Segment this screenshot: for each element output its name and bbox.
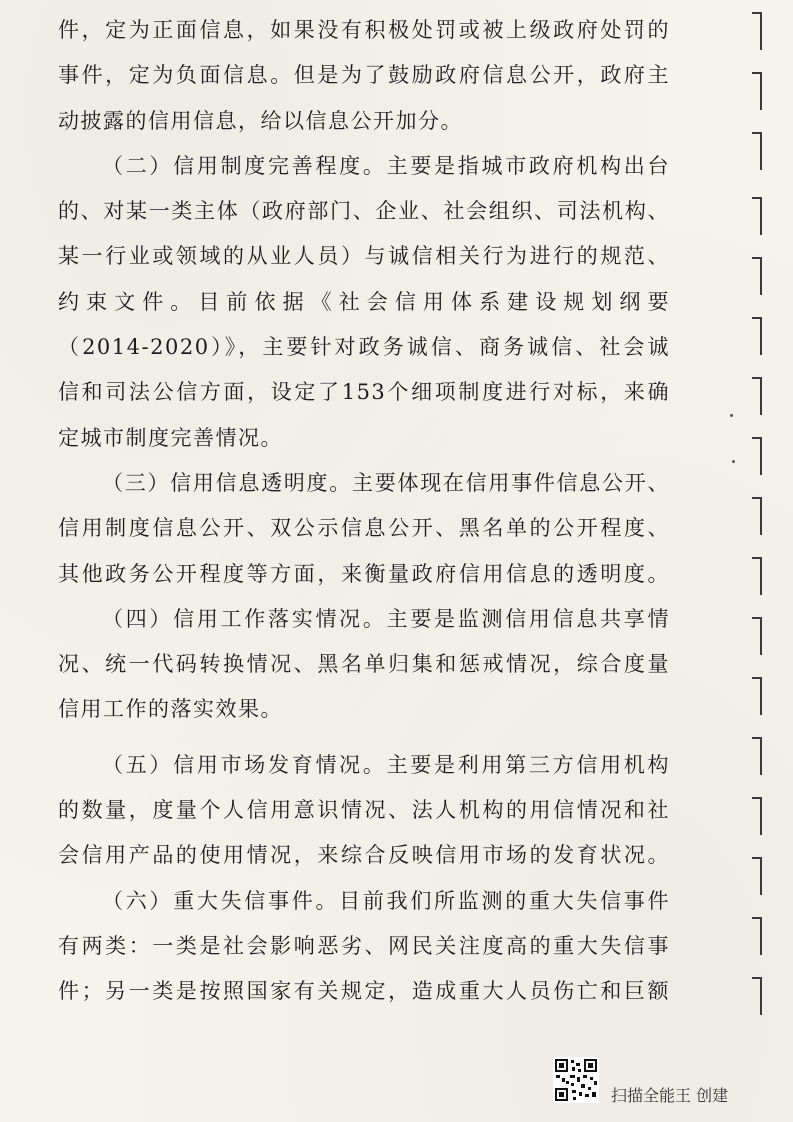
text-line: 信用制度信息公开、双公示信息公开、黑名单的公开程度、 xyxy=(58,516,670,541)
text-line: （2014-2020）》，主要针对政务诚信、商务诚信、社会诚 xyxy=(58,335,670,360)
binding-bracket xyxy=(752,377,762,415)
text-line: 有两类：一类是社会影响恶劣、网民关注度高的重大失信事 xyxy=(58,933,670,958)
paragraph-start-line: （三）信用信息透明度。主要体现在信用事件信息公开、 xyxy=(102,470,670,495)
binding-bracket xyxy=(752,617,762,655)
binding-bracket xyxy=(752,12,762,50)
scanner-watermark xyxy=(553,1057,773,1107)
binding-bracket xyxy=(752,72,762,110)
paragraph-start-line: （二）信用制度完善程度。主要是指城市政府机构出台 xyxy=(102,153,670,178)
qr-code-icon xyxy=(553,1057,599,1103)
text-line: 定城市制度完善情况。 xyxy=(58,425,283,450)
binding-bracket xyxy=(752,857,762,895)
text-line: 的数量，度量个人信用意识情况、法人机构的用信情况和社 xyxy=(58,798,670,823)
text-line: 件，定为正面信息，如果没有积极处罚或被上级政府处罚的 xyxy=(58,18,670,42)
text-line: 事件，定为负面信息。但是为了鼓励政府信息公开，政府主 xyxy=(58,63,670,88)
scan-speck xyxy=(730,414,733,417)
binding-bracket xyxy=(752,257,762,295)
binding-bracket xyxy=(752,197,762,235)
binding-bracket xyxy=(752,497,762,535)
paragraph-start-line: （六）重大失信事件。目前我们所监测的重大失信事件 xyxy=(102,888,670,913)
binding-bracket xyxy=(752,917,762,955)
text-line: 信和司法公信方面，设定了153个细项制度进行对标，来确 xyxy=(58,380,670,405)
text-line: 某一行业或领域的从业人员）与诚信相关行为进行的规范、 xyxy=(58,244,670,269)
text-line: 件；另一类是按照国家有关规定，造成重大人员伤亡和巨额 xyxy=(58,979,670,1004)
text-line: 信用工作的落实效果。 xyxy=(58,697,283,722)
binding-bracket xyxy=(752,797,762,835)
binding-bracket xyxy=(752,557,762,595)
binding-bracket xyxy=(752,132,762,170)
paragraph-start-line: （五）信用市场发育情况。主要是利用第三方信用机构 xyxy=(102,752,670,777)
paragraph-start-line: （四）信用工作落实情况。主要是监测信用信息共享情 xyxy=(102,606,670,631)
binding-bracket xyxy=(752,317,762,355)
text-line: 其他政务公开程度等方面，来衡量政府信用信息的透明度。 xyxy=(58,561,670,586)
paragraph-gap xyxy=(58,733,670,743)
binding-marks xyxy=(752,12,772,1062)
document-body xyxy=(58,8,670,1015)
binding-bracket xyxy=(752,977,762,1015)
text-line: 动披露的信用信息，给以信息公开加分。 xyxy=(58,108,463,133)
text-line: 会信用产品的使用情况，来综合反映信用市场的发育状况。 xyxy=(58,843,670,868)
text-line: 的、对某一类主体（政府部门、企业、社会组织、司法机构、 xyxy=(58,199,670,224)
binding-bracket xyxy=(752,677,762,715)
text-line: 况、统一代码转换情况、黑名单归集和惩戒情况，综合度量 xyxy=(58,652,670,677)
scan-speck xyxy=(732,460,735,463)
watermark-text: 扫描全能王 创建 xyxy=(611,1086,729,1105)
binding-bracket xyxy=(752,737,762,775)
text-line: 约束文件。目前依据《社会信用体系建设规划纲要 xyxy=(58,289,670,314)
binding-bracket xyxy=(752,437,762,475)
